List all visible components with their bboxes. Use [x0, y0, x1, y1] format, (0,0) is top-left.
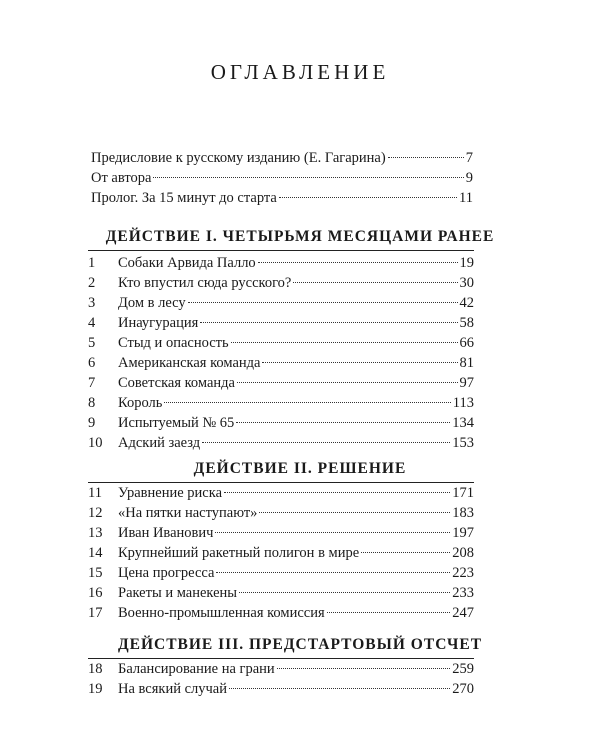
chapter-title: Ракеты и манекены: [118, 585, 238, 601]
chapter-number: 19: [88, 681, 103, 697]
dot-leader: [279, 196, 457, 198]
chapter-page: 171: [452, 485, 474, 501]
chapter-page: 153: [452, 435, 474, 451]
chapter-page: 183: [452, 505, 474, 521]
dot-leader: [164, 401, 450, 403]
chapter-title: Уравнение риска: [118, 485, 223, 501]
chapter-list-1: [88, 253, 474, 453]
chapter-entry[interactable]: [88, 563, 474, 583]
entry-page: 7: [465, 150, 473, 166]
chapter-entry[interactable]: [88, 393, 474, 413]
dot-leader: [202, 441, 450, 443]
chapter-number: 1: [88, 255, 96, 271]
chapter-number: 12: [88, 505, 103, 521]
chapter-entry[interactable]: [88, 253, 474, 273]
dot-leader: [236, 421, 450, 423]
chapter-title: Собаки Арвида Палло: [118, 255, 256, 271]
chapter-title: Американская команда: [118, 355, 261, 371]
chapter-entry[interactable]: [88, 413, 474, 433]
chapter-page: 223: [452, 565, 474, 581]
chapter-entry[interactable]: [88, 293, 474, 313]
chapter-title: На всякий случай: [118, 681, 227, 697]
chapter-page: 66: [459, 335, 474, 351]
chapter-number: 4: [88, 315, 96, 331]
chapter-entry[interactable]: [88, 679, 474, 699]
chapter-title: Балансирование на грани: [118, 661, 275, 677]
chapter-title: Военно-промышленная комиссия: [118, 605, 325, 621]
chapter-title: Советская команда: [118, 375, 235, 391]
chapter-title: «На пятки наступают»: [118, 505, 258, 521]
dot-leader: [277, 667, 451, 669]
chapter-entry[interactable]: [88, 333, 474, 353]
chapter-entry[interactable]: [88, 273, 474, 293]
entry-label: От автора: [91, 170, 152, 186]
chapter-number: 15: [88, 565, 103, 581]
chapter-number: 8: [88, 395, 96, 411]
chapter-number: 3: [88, 295, 96, 311]
chapter-page: 233: [452, 585, 474, 601]
chapter-entry[interactable]: [88, 433, 474, 453]
dot-leader: [215, 531, 450, 533]
chapter-entry[interactable]: [88, 353, 474, 373]
chapter-page: 30: [459, 275, 474, 291]
dot-leader: [216, 571, 450, 573]
chapter-entry[interactable]: [88, 603, 474, 623]
chapter-title: Адский заезд: [118, 435, 201, 451]
chapter-title: Цена прогресса: [118, 565, 215, 581]
dot-leader: [388, 156, 464, 158]
chapter-page: 97: [459, 375, 474, 391]
dot-leader: [327, 611, 451, 613]
chapter-entry[interactable]: [88, 313, 474, 333]
chapter-entry[interactable]: [88, 659, 474, 679]
chapter-title: Инаугурация: [118, 315, 199, 331]
chapter-list-2: [88, 483, 474, 623]
dot-leader: [153, 176, 463, 178]
chapter-entry[interactable]: [88, 543, 474, 563]
dot-leader: [237, 381, 458, 383]
chapter-page: 247: [452, 605, 474, 621]
chapter-entry[interactable]: [88, 483, 474, 503]
dot-leader: [293, 281, 457, 283]
chapter-list-3: [88, 659, 474, 699]
dot-leader: [239, 591, 450, 593]
chapter-number: 10: [88, 435, 103, 451]
chapter-page: 208: [452, 545, 474, 561]
chapter-entry[interactable]: [88, 503, 474, 523]
chapter-title: Иван Иванович: [118, 525, 214, 541]
chapter-entry[interactable]: [88, 523, 474, 543]
chapter-page: 58: [459, 315, 474, 331]
chapter-entry[interactable]: [88, 583, 474, 603]
chapter-page: 270: [452, 681, 474, 697]
section-heading-1: ДЕЙСТВИЕ I. ЧЕТЫРЬМЯ МЕСЯЦАМИ РАНЕЕ: [105, 228, 495, 245]
chapter-page: 113: [452, 395, 474, 411]
chapter-entry[interactable]: [88, 373, 474, 393]
chapter-title: Крупнейший ракетный полигон в мире: [118, 545, 360, 561]
dot-leader: [259, 511, 450, 513]
section-heading-3: ДЕЙСТВИЕ III. ПРЕДСТАРТОВЫЙ ОТСЧЕТ: [117, 636, 483, 653]
intro-list: [91, 148, 473, 208]
dot-leader: [258, 261, 458, 263]
toc-entry[interactable]: [91, 148, 473, 168]
chapter-page: 134: [452, 415, 474, 431]
chapter-title: Кто впустил сюда русского?: [118, 275, 292, 291]
section-rule: [88, 250, 474, 251]
dot-leader: [231, 341, 458, 343]
dot-leader: [229, 687, 450, 689]
chapter-page: 197: [452, 525, 474, 541]
page-title: ОГЛАВЛЕНИЕ: [210, 60, 390, 84]
entry-page: 9: [465, 170, 473, 186]
chapter-number: 5: [88, 335, 96, 351]
entry-label: Предисловие к русскому изданию (Е. Гагарина): [91, 150, 386, 166]
chapter-number: 13: [88, 525, 103, 541]
entry-label: Пролог. За 15 минут до старта: [91, 190, 277, 206]
dot-leader: [262, 361, 457, 363]
chapter-title: Король: [118, 395, 163, 411]
chapter-page: 259: [452, 661, 474, 677]
toc-entry[interactable]: [91, 188, 473, 208]
dot-leader: [188, 301, 458, 303]
dot-leader: [200, 321, 457, 323]
chapter-page: 42: [459, 295, 474, 311]
chapter-number: 18: [88, 661, 103, 677]
dot-leader: [361, 551, 450, 553]
section-heading-2: ДЕЙСТВИЕ II. РЕШЕНИЕ: [193, 460, 407, 477]
chapter-title: Испытуемый № 65: [118, 415, 235, 431]
chapter-number: 17: [88, 605, 103, 621]
dot-leader: [224, 491, 450, 493]
chapter-number: 14: [88, 545, 103, 561]
chapter-title: Стыд и опасность: [118, 335, 229, 351]
chapter-title: Дом в лесу: [118, 295, 186, 311]
entry-page: 11: [459, 190, 473, 206]
chapter-page: 19: [459, 255, 474, 271]
chapter-number: 11: [88, 485, 102, 501]
chapter-number: 2: [88, 275, 96, 291]
chapter-number: 9: [88, 415, 96, 431]
chapter-number: 16: [88, 585, 103, 601]
chapter-page: 81: [459, 355, 474, 371]
chapter-number: 6: [88, 355, 96, 371]
chapter-number: 7: [88, 375, 96, 391]
toc-entry[interactable]: [91, 168, 473, 188]
